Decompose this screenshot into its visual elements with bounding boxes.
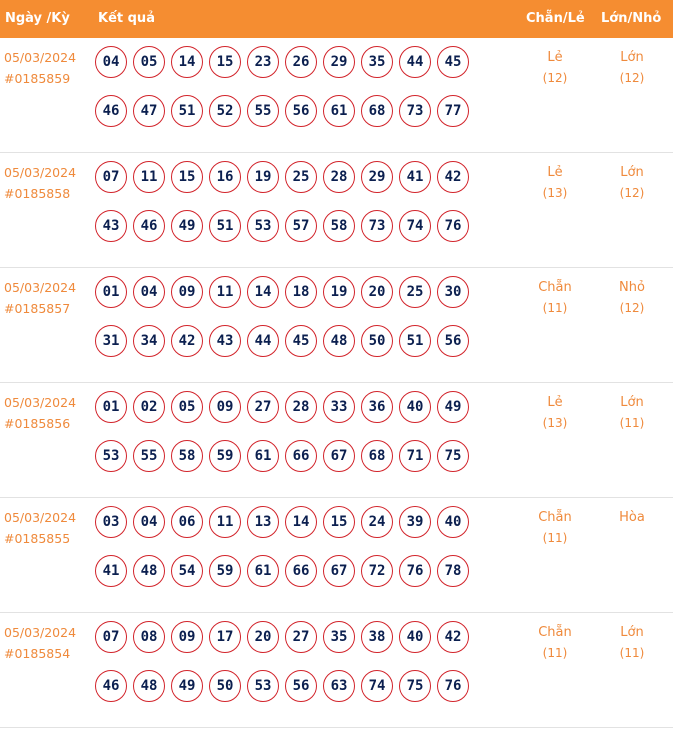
number-ball: 45 xyxy=(437,46,469,78)
number-ball: 49 xyxy=(437,391,469,423)
number-ball: 54 xyxy=(171,555,203,587)
number-ball: 44 xyxy=(247,325,279,357)
result-numbers xyxy=(95,391,475,489)
number-ball: 08 xyxy=(133,621,165,653)
table-row[interactable] xyxy=(0,383,673,498)
even-odd-result xyxy=(530,392,580,434)
number-ball: 39 xyxy=(399,506,431,538)
number-ball: 15 xyxy=(171,161,203,193)
big-small-result xyxy=(607,162,657,204)
number-row xyxy=(95,391,475,423)
number-ball: 15 xyxy=(323,506,355,538)
table-row[interactable] xyxy=(0,38,673,153)
number-ball: 78 xyxy=(437,555,469,587)
even-odd-label: Chẵn xyxy=(538,280,572,295)
number-ball: 16 xyxy=(209,161,241,193)
even-odd-label: Lẻ xyxy=(547,50,563,65)
even-odd-count: (13) xyxy=(542,186,568,200)
even-odd-result xyxy=(530,507,580,549)
big-small-result xyxy=(607,392,657,434)
number-ball: 42 xyxy=(437,621,469,653)
big-small-count: (11) xyxy=(619,646,645,660)
number-ball: 56 xyxy=(285,95,317,127)
table-body xyxy=(0,38,673,728)
big-small-label: Nhỏ xyxy=(619,280,645,295)
number-ball: 50 xyxy=(209,670,241,702)
number-ball: 09 xyxy=(209,391,241,423)
number-ball: 42 xyxy=(171,325,203,357)
number-ball: 48 xyxy=(133,670,165,702)
result-numbers xyxy=(95,46,475,144)
number-ball: 45 xyxy=(285,325,317,357)
header-date-draw: Ngày /Kỳ xyxy=(5,11,70,26)
number-ball: 73 xyxy=(399,95,431,127)
number-ball: 75 xyxy=(437,440,469,472)
number-ball: 73 xyxy=(361,210,393,242)
header-even-odd: Chẵn/Lẻ xyxy=(526,11,585,26)
big-small-result xyxy=(607,47,657,89)
draw-id: #0185856 xyxy=(4,416,71,431)
number-ball: 38 xyxy=(361,621,393,653)
number-ball: 31 xyxy=(95,325,127,357)
number-ball: 76 xyxy=(399,555,431,587)
number-ball: 19 xyxy=(247,161,279,193)
number-ball: 43 xyxy=(209,325,241,357)
number-ball: 27 xyxy=(285,621,317,653)
number-ball: 25 xyxy=(285,161,317,193)
big-small-count: (11) xyxy=(619,416,645,430)
number-ball: 63 xyxy=(323,670,355,702)
draw-date: 05/03/2024 xyxy=(4,50,77,65)
number-row xyxy=(95,46,475,78)
number-ball: 57 xyxy=(285,210,317,242)
number-ball: 01 xyxy=(95,276,127,308)
draw-info xyxy=(4,392,76,434)
number-ball: 09 xyxy=(171,276,203,308)
number-ball: 56 xyxy=(437,325,469,357)
number-ball: 76 xyxy=(437,210,469,242)
number-ball: 66 xyxy=(285,555,317,587)
number-ball: 53 xyxy=(95,440,127,472)
draw-id: #0185855 xyxy=(4,531,71,546)
draw-info xyxy=(4,162,76,204)
number-ball: 58 xyxy=(323,210,355,242)
number-ball: 66 xyxy=(285,440,317,472)
draw-info xyxy=(4,47,76,89)
even-odd-label: Chẵn xyxy=(538,510,572,525)
number-ball: 59 xyxy=(209,440,241,472)
number-ball: 27 xyxy=(247,391,279,423)
number-ball: 46 xyxy=(95,95,127,127)
number-ball: 04 xyxy=(133,276,165,308)
number-ball: 56 xyxy=(285,670,317,702)
draw-date: 05/03/2024 xyxy=(4,395,77,410)
big-small-count: (12) xyxy=(619,301,645,315)
number-ball: 15 xyxy=(209,46,241,78)
big-small-result xyxy=(607,507,657,528)
number-row xyxy=(95,440,475,472)
number-ball: 55 xyxy=(133,440,165,472)
number-row xyxy=(95,555,475,587)
number-ball: 46 xyxy=(133,210,165,242)
table-row[interactable] xyxy=(0,268,673,383)
number-ball: 06 xyxy=(171,506,203,538)
number-ball: 35 xyxy=(361,46,393,78)
number-ball: 55 xyxy=(247,95,279,127)
number-ball: 33 xyxy=(323,391,355,423)
even-odd-result xyxy=(530,47,580,89)
number-ball: 53 xyxy=(247,670,279,702)
number-ball: 28 xyxy=(285,391,317,423)
number-ball: 58 xyxy=(171,440,203,472)
number-ball: 07 xyxy=(95,621,127,653)
number-ball: 14 xyxy=(171,46,203,78)
number-ball: 68 xyxy=(361,440,393,472)
number-ball: 53 xyxy=(247,210,279,242)
number-ball: 51 xyxy=(399,325,431,357)
draw-id: #0185859 xyxy=(4,71,71,86)
number-ball: 75 xyxy=(399,670,431,702)
number-ball: 02 xyxy=(133,391,165,423)
number-ball: 43 xyxy=(95,210,127,242)
number-ball: 20 xyxy=(247,621,279,653)
draw-id: #0185857 xyxy=(4,301,71,316)
draw-info xyxy=(4,622,76,664)
number-ball: 48 xyxy=(133,555,165,587)
number-ball: 13 xyxy=(247,506,279,538)
table-row[interactable] xyxy=(0,153,673,268)
number-ball: 29 xyxy=(361,161,393,193)
number-ball: 68 xyxy=(361,95,393,127)
number-ball: 48 xyxy=(323,325,355,357)
number-ball: 11 xyxy=(209,506,241,538)
number-ball: 05 xyxy=(133,46,165,78)
number-ball: 67 xyxy=(323,555,355,587)
number-row xyxy=(95,670,475,702)
number-ball: 03 xyxy=(95,506,127,538)
big-small-count: (12) xyxy=(619,71,645,85)
even-odd-label: Lẻ xyxy=(547,165,563,180)
number-ball: 09 xyxy=(171,621,203,653)
big-small-count: (12) xyxy=(619,186,645,200)
number-ball: 49 xyxy=(171,670,203,702)
number-ball: 51 xyxy=(209,210,241,242)
number-ball: 25 xyxy=(399,276,431,308)
number-ball: 49 xyxy=(171,210,203,242)
even-odd-label: Lẻ xyxy=(547,395,563,410)
number-ball: 61 xyxy=(323,95,355,127)
number-ball: 36 xyxy=(361,391,393,423)
number-ball: 76 xyxy=(437,670,469,702)
number-ball: 61 xyxy=(247,555,279,587)
number-ball: 17 xyxy=(209,621,241,653)
number-ball: 19 xyxy=(323,276,355,308)
number-ball: 05 xyxy=(171,391,203,423)
draw-date: 05/03/2024 xyxy=(4,165,77,180)
number-ball: 71 xyxy=(399,440,431,472)
even-odd-result xyxy=(530,622,580,664)
number-ball: 14 xyxy=(247,276,279,308)
draw-date: 05/03/2024 xyxy=(4,280,77,295)
table-row[interactable] xyxy=(0,498,673,613)
big-small-label: Lớn xyxy=(620,50,644,65)
number-ball: 46 xyxy=(95,670,127,702)
number-row xyxy=(95,210,475,242)
result-numbers xyxy=(95,161,475,259)
even-odd-result xyxy=(530,277,580,319)
number-ball: 35 xyxy=(323,621,355,653)
even-odd-result xyxy=(530,162,580,204)
big-small-label: Lớn xyxy=(620,165,644,180)
result-numbers xyxy=(95,506,475,604)
number-ball: 47 xyxy=(133,95,165,127)
number-row xyxy=(95,621,475,653)
number-ball: 01 xyxy=(95,391,127,423)
header-big-small: Lớn/Nhỏ xyxy=(601,11,662,26)
even-odd-count: (12) xyxy=(542,71,568,85)
number-ball: 77 xyxy=(437,95,469,127)
number-ball: 26 xyxy=(285,46,317,78)
number-ball: 44 xyxy=(399,46,431,78)
even-odd-count: (11) xyxy=(542,531,568,545)
even-odd-count: (11) xyxy=(542,301,568,315)
table-row[interactable] xyxy=(0,613,673,728)
number-ball: 29 xyxy=(323,46,355,78)
draw-date: 05/03/2024 xyxy=(4,625,77,640)
even-odd-label: Chẵn xyxy=(538,625,572,640)
number-ball: 11 xyxy=(133,161,165,193)
number-ball: 11 xyxy=(209,276,241,308)
number-ball: 23 xyxy=(247,46,279,78)
draw-id: #0185858 xyxy=(4,186,71,201)
number-ball: 41 xyxy=(95,555,127,587)
draw-date: 05/03/2024 xyxy=(4,510,77,525)
number-ball: 24 xyxy=(361,506,393,538)
even-odd-count: (11) xyxy=(542,646,568,660)
number-row xyxy=(95,161,475,193)
big-small-label: Lớn xyxy=(620,395,644,410)
header-result: Kết quả xyxy=(98,11,155,26)
number-ball: 74 xyxy=(361,670,393,702)
big-small-label: Lớn xyxy=(620,625,644,640)
draw-info xyxy=(4,277,76,319)
number-ball: 04 xyxy=(95,46,127,78)
number-ball: 07 xyxy=(95,161,127,193)
even-odd-count: (13) xyxy=(542,416,568,430)
draw-id: #0185854 xyxy=(4,646,71,661)
number-ball: 72 xyxy=(361,555,393,587)
number-ball: 50 xyxy=(361,325,393,357)
number-ball: 61 xyxy=(247,440,279,472)
number-ball: 34 xyxy=(133,325,165,357)
big-small-result xyxy=(607,277,657,319)
table-header xyxy=(0,0,673,38)
number-ball: 30 xyxy=(437,276,469,308)
number-row xyxy=(95,506,475,538)
number-ball: 40 xyxy=(399,391,431,423)
number-row xyxy=(95,95,475,127)
number-ball: 04 xyxy=(133,506,165,538)
number-ball: 20 xyxy=(361,276,393,308)
number-ball: 52 xyxy=(209,95,241,127)
number-ball: 59 xyxy=(209,555,241,587)
number-ball: 67 xyxy=(323,440,355,472)
number-row xyxy=(95,325,475,357)
number-ball: 18 xyxy=(285,276,317,308)
number-ball: 41 xyxy=(399,161,431,193)
result-numbers xyxy=(95,276,475,374)
number-row xyxy=(95,276,475,308)
number-ball: 14 xyxy=(285,506,317,538)
draw-info xyxy=(4,507,76,549)
result-numbers xyxy=(95,621,475,719)
big-small-result xyxy=(607,622,657,664)
number-ball: 74 xyxy=(399,210,431,242)
number-ball: 40 xyxy=(437,506,469,538)
number-ball: 28 xyxy=(323,161,355,193)
number-ball: 40 xyxy=(399,621,431,653)
big-small-label: Hòa xyxy=(619,510,645,525)
number-ball: 42 xyxy=(437,161,469,193)
number-ball: 51 xyxy=(171,95,203,127)
